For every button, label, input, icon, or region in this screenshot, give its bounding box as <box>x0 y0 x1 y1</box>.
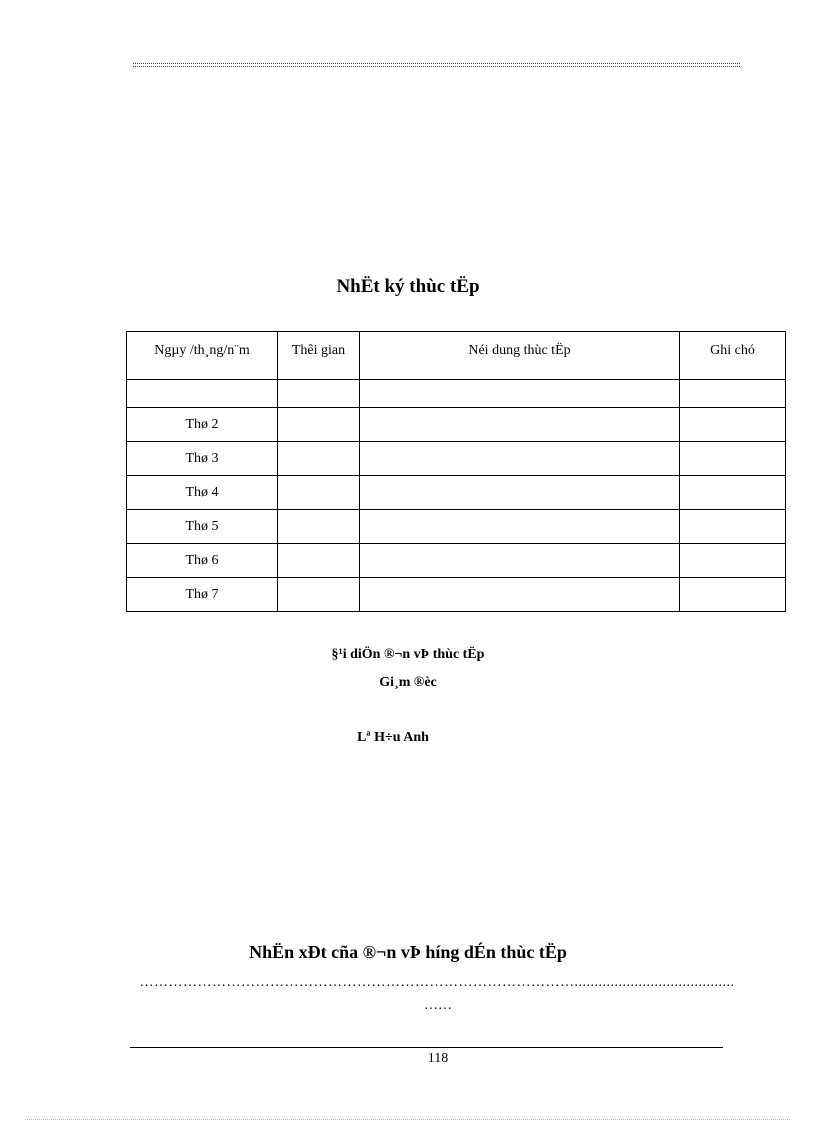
table-row <box>127 510 786 544</box>
table-row <box>127 544 786 578</box>
header-rule <box>133 63 740 64</box>
table-cell <box>680 544 786 578</box>
comment-title: NhËn xÐt cña ®¬n vÞ híng dÉn thùc tËp <box>249 942 567 962</box>
table-cell <box>360 544 680 578</box>
day-cell: Thø 4 <box>127 476 278 510</box>
table-row <box>127 442 786 476</box>
table-cell <box>680 476 786 510</box>
table-header-row <box>127 332 786 380</box>
table-cell <box>680 408 786 442</box>
table-cell <box>680 380 786 408</box>
table-row <box>127 380 786 408</box>
day-cell: Thø 7 <box>127 578 278 612</box>
table-cell <box>360 578 680 612</box>
table-cell <box>360 476 680 510</box>
internship-log-table <box>126 331 786 612</box>
table-row <box>127 476 786 510</box>
page-bottom-border <box>25 1119 790 1120</box>
table-cell <box>680 442 786 476</box>
table-cell <box>680 578 786 612</box>
header-content: Néi dung thùc tËp <box>360 332 680 380</box>
header-time: Thêi gian <box>278 332 360 380</box>
table-cell <box>680 510 786 544</box>
table-cell <box>278 544 360 578</box>
table-cell <box>360 442 680 476</box>
table-cell <box>127 380 278 408</box>
table-cell <box>278 510 360 544</box>
header-notes: Ghi chó <box>680 332 786 380</box>
table-row <box>127 578 786 612</box>
table-cell <box>278 380 360 408</box>
table-cell <box>360 380 680 408</box>
page-title: NhËt ký thùc tËp <box>336 276 480 297</box>
representative-position: Gi¸m ®èc <box>379 675 437 690</box>
table-row <box>127 408 786 442</box>
representative-name: Lª H÷u Anh <box>357 730 429 745</box>
header-rule-secondary <box>133 66 740 67</box>
table-cell <box>278 442 360 476</box>
day-cell: Thø 6 <box>127 544 278 578</box>
table-cell <box>278 476 360 510</box>
header-date: Ngµy /th¸ng/n¨m <box>127 332 278 380</box>
table-cell <box>360 510 680 544</box>
day-cell: Thø 5 <box>127 510 278 544</box>
footer-rule <box>130 1047 723 1048</box>
day-cell: Thø 2 <box>127 408 278 442</box>
comment-dotted-line-short: …… <box>424 998 452 1013</box>
comment-dotted-line: ………………………………………………………………………………........................................ <box>139 975 735 990</box>
day-cell: Thø 3 <box>127 442 278 476</box>
page-number: 118 <box>427 1051 449 1066</box>
table-cell <box>278 578 360 612</box>
table-cell <box>360 408 680 442</box>
table-cell <box>278 408 360 442</box>
representative-title: §¹i diÖn ®¬n vÞ thùc tËp <box>331 647 485 662</box>
